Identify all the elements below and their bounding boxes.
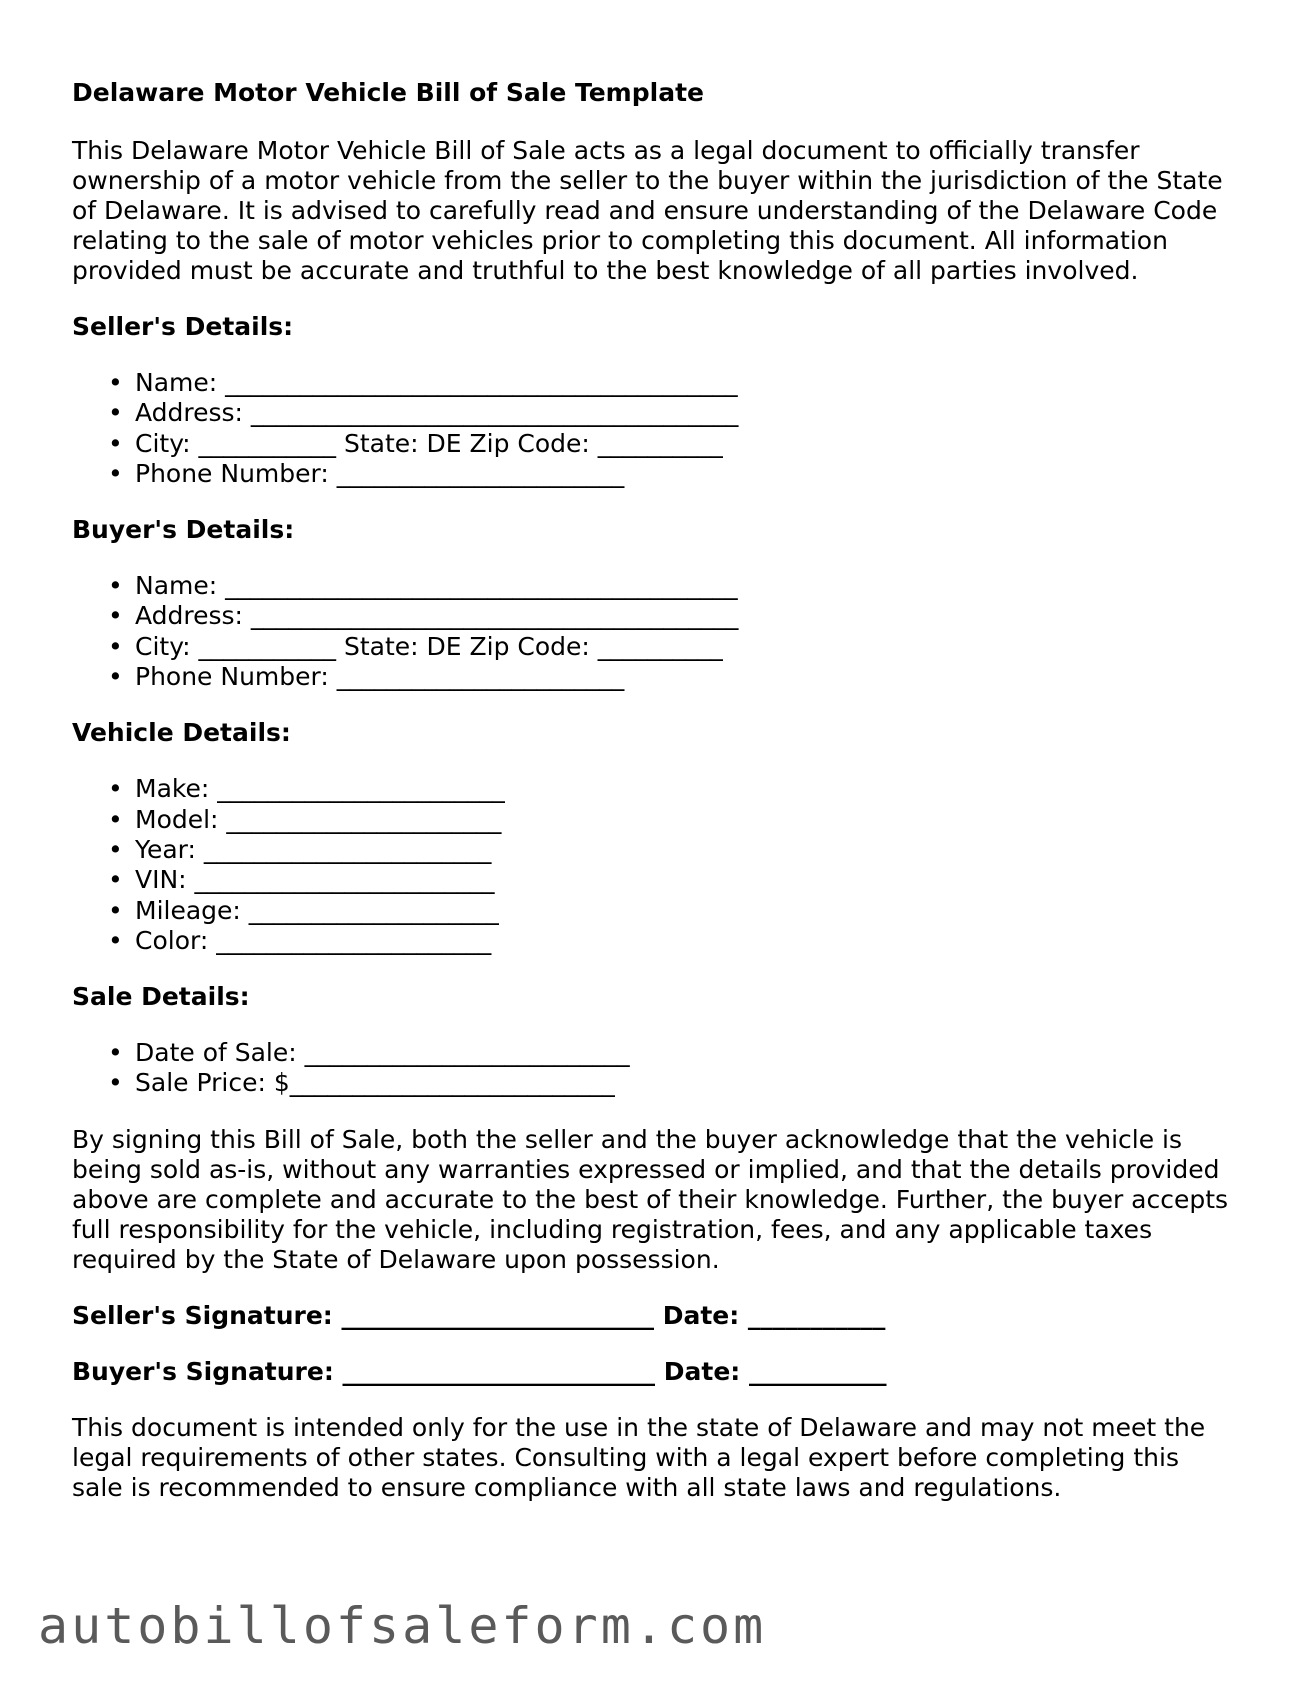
buyer-city-state-zip-field: • City: ___________ State: DE Zip Code: __________	[108, 631, 723, 661]
vehicle-year-field: • Year: _______________________	[108, 834, 492, 864]
vehicle-details-list	[72, 774, 1232, 956]
seller-signature-line: Seller's Signature: _________________________ Date: ___________	[72, 1300, 886, 1330]
vehicle-color-field: • Color: ______________________	[108, 925, 492, 955]
intro-paragraph: This Delaware Motor Vehicle Bill of Sale acts as a legal document to officially transfer ownership of a motor vehicle from the seller to the buyer within the jurisdiction of the State of Delaware. It is advised to carefully read and ensure understanding of the Delaware Code relating to the sale of motor vehicles prior to completing this document. All information provided must be accurate and truthful to the best knowledge of all parties involved.	[72, 136, 1223, 285]
acknowledgement-paragraph: By signing this Bill of Sale, both the seller and the buyer acknowledge that the vehicle is being sold as-is, without any warranties expressed or implied, and that the details provided above are complete and accurate to the best of their knowledge. Further, the buyer accepts full responsibility for the vehicle, including registration, fees, and any applicable taxes required by the State of Delaware upon possession.	[72, 1124, 1229, 1274]
buyer-name-field: • Name: _________________________________________	[108, 571, 738, 601]
buyer-details-heading: Buyer's Details:	[72, 515, 295, 545]
disclaimer-paragraph: This document is intended only for the use in the state of Delaware and may not meet the legal requirements of other states. Consulting with a legal expert before completing this sale is recommended to ensure compliance with all state laws and regulations.	[72, 1412, 1206, 1502]
seller-address-field: • Address: _______________________________________	[108, 398, 739, 428]
vehicle-model-field: • Model: ______________________	[108, 804, 502, 834]
buyer-address-field: • Address: _______________________________________	[108, 601, 739, 631]
seller-details-list	[72, 368, 1232, 489]
vehicle-details-heading: Vehicle Details:	[72, 718, 291, 748]
seller-city-state-zip-field: • City: ___________ State: DE Zip Code: __________	[108, 428, 723, 458]
website-watermark: autobillofsaleform.com	[38, 1597, 767, 1655]
document-title: Delaware Motor Vehicle Bill of Sale Template	[72, 78, 704, 107]
vehicle-vin-field: • VIN: ________________________	[108, 865, 495, 895]
seller-phone-field: • Phone Number: _______________________	[108, 458, 625, 488]
bill-of-sale-document	[72, 78, 1232, 1503]
seller-details-heading: Seller's Details:	[72, 312, 294, 341]
seller-name-field: • Name: _________________________________________	[108, 368, 738, 397]
vehicle-make-field: • Make: _______________________	[108, 774, 505, 804]
sale-details-list	[72, 1038, 1232, 1099]
sale-details-heading: Sale Details:	[72, 982, 250, 1012]
buyer-details-list	[72, 571, 1232, 692]
sale-date-field: • Date of Sale: __________________________	[108, 1038, 630, 1068]
vehicle-mileage-field: • Mileage: ____________________	[108, 895, 499, 925]
buyer-phone-field: • Phone Number: _______________________	[108, 662, 625, 692]
buyer-signature-line: Buyer's Signature: _________________________ Date: ___________	[72, 1356, 887, 1386]
sale-price-field: • Sale Price: $__________________________	[108, 1068, 615, 1098]
